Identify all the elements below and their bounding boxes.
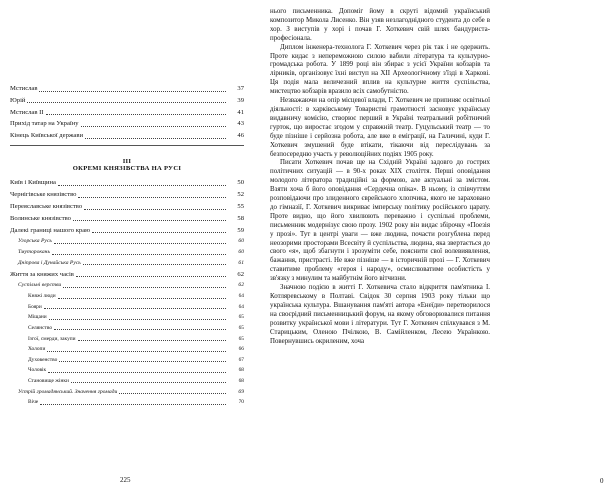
toc-leader-dots bbox=[59, 361, 226, 362]
toc-leader-dots bbox=[119, 393, 226, 394]
toc-entry bbox=[10, 326, 244, 331]
toc-entry-page: 68 bbox=[238, 377, 244, 384]
toc-leader-dots bbox=[40, 404, 226, 405]
toc-entry-label: Юрій bbox=[10, 96, 26, 104]
toc-entry-label: Мстислав II bbox=[10, 108, 44, 116]
toc-entry-label: Ізгої, смерди, закупи bbox=[28, 335, 76, 342]
toc-entry bbox=[10, 390, 244, 396]
toc-entry-label: Віче bbox=[28, 399, 39, 406]
section-heading bbox=[10, 158, 244, 173]
toc-entry-page: 55 bbox=[237, 202, 244, 210]
toc-leader-dots bbox=[73, 220, 226, 221]
toc-entry bbox=[10, 98, 244, 105]
toc-entry-label: Бояри bbox=[28, 303, 42, 310]
toc-entry-page: 58 bbox=[237, 214, 244, 222]
paragraph: Писати Хоткевич почав ще на Східній Україні задовго до гострих політичних ситуацій — в 90-х роках XIX століття. Перші оповідання молодого літератора традиційні за формою, але актуальні за змістом. Взяти хоча б його оповідання «Сердечна опіка». В ньому, із співчуттям розповідаючи про злиденного єврейського хлопчика, якого не зараховано до гімназії, Г. Хоткевич викриває імперську політику російського царату. Проте видно, що його хвилюють переважно і суспільні проблеми, письменник модернізує свою прозу. 1902 року він видає збірочку «Поезія у прозі». Тут в центрі уваги — вже людина, почасти розгублена перед неозорими просторами Всесвіту й суспільства, людина, яка звертається до свого «я», щоб збагнути і зрозуміти себе, пояснити свої волевиявлення, бажання, пристрасті. Не вже пізніше — в історичній прозі — Г. Хоткевич ставитиме проблему «героя і народу», осмислюватиме особистість у зв'язку з минулим та майбутнім його вітчизни. bbox=[270, 159, 490, 283]
toc-leader-dots bbox=[44, 308, 226, 309]
toc-entry-page: 41 bbox=[237, 108, 244, 116]
toc-entry-label: Київ і Київщина bbox=[10, 179, 56, 187]
toc-leader-dots bbox=[78, 340, 226, 341]
toc-entry-page: 65 bbox=[238, 314, 244, 321]
toc-entry-label: Прихід татар на Україну bbox=[10, 120, 79, 128]
toc-entry-label: Міщани bbox=[28, 314, 47, 321]
toc-entry bbox=[10, 305, 244, 310]
toc-entry bbox=[10, 110, 244, 117]
toc-entry bbox=[10, 192, 244, 199]
toc-entry bbox=[10, 337, 244, 342]
toc-leader-dots bbox=[27, 102, 226, 103]
toc-leader-dots bbox=[76, 276, 226, 277]
toc-entry-label: Устрій громадянський. Значення громади bbox=[18, 388, 118, 395]
toc-entry bbox=[10, 358, 244, 363]
toc-entry bbox=[10, 228, 244, 235]
toc-entry-page: 59 bbox=[237, 226, 244, 234]
left-page-number: 225 bbox=[120, 476, 131, 484]
toc-bottom bbox=[10, 180, 244, 405]
toc-entry bbox=[10, 272, 244, 279]
toc-entry bbox=[10, 368, 244, 373]
paragraph: Значною подією в житті Г. Хоткевича стало відкриття пам'ятника І. Котляревському в Полтаві. Свідок 30 серпня 1903 року тільки що українська культура. Вшанування пам'яті автора «Енеїди» перетворилося на своєрідний письменницький форум, на якому обговорювалися питання розвитку української мови і літератури. Тут Г. Хоткевич спілкувався з М. Старицьким, Оленою Пчілкою, В. Самійленком, Лесею Українкою. Повернувшись окриленим, хоча bbox=[270, 284, 490, 345]
toc-entry-page: 69 bbox=[238, 388, 244, 395]
toc-entry bbox=[10, 239, 244, 245]
toc-entry-label: Далекі границі нашого краю bbox=[10, 226, 91, 234]
toc-entry-label: Угорська Русь bbox=[18, 238, 52, 245]
toc-leader-dots bbox=[49, 319, 226, 320]
toc-entry-page: 65 bbox=[238, 335, 244, 342]
section-title: ОКРЕМІ КНЯЗІВСТВА НА РУСІ bbox=[72, 165, 182, 173]
toc-leader-dots bbox=[54, 329, 226, 330]
toc-leader-dots bbox=[58, 185, 226, 186]
toc-leader-dots bbox=[48, 372, 226, 373]
toc-entry-label: Княжі люди bbox=[28, 293, 56, 300]
toc-entry-page: 39 bbox=[237, 96, 244, 104]
divider bbox=[10, 145, 244, 146]
toc-entry bbox=[10, 121, 244, 128]
toc-leader-dots bbox=[71, 382, 226, 383]
toc-entry bbox=[10, 315, 244, 320]
toc-entry-label: Тмуторокань bbox=[18, 249, 50, 256]
toc-leader-dots bbox=[54, 243, 226, 244]
toc-entry-page: 46 bbox=[237, 132, 244, 140]
toc-leader-dots bbox=[85, 138, 226, 139]
toc-entry-label: Волинське князівство bbox=[10, 214, 71, 222]
toc-entry bbox=[10, 180, 244, 187]
toc-entry-page: 62 bbox=[238, 282, 244, 289]
toc-entry-label: Життя за княжих часів bbox=[10, 270, 74, 278]
toc-entry-page: 61 bbox=[238, 259, 244, 266]
toc-entry-page: 52 bbox=[237, 191, 244, 199]
toc-entry bbox=[10, 294, 244, 299]
toc-leader-dots bbox=[58, 298, 226, 299]
toc-entry-page: 65 bbox=[238, 325, 244, 331]
toc-entry bbox=[10, 261, 244, 267]
toc-entry-page: 64 bbox=[238, 293, 244, 300]
toc-entry-page: 64 bbox=[238, 303, 244, 310]
toc-entry-page: 67 bbox=[238, 356, 244, 363]
toc-entry-page: 68 bbox=[238, 367, 244, 374]
toc-entry bbox=[10, 400, 244, 405]
toc-entry-label: Холопи bbox=[28, 346, 46, 353]
toc-entry bbox=[10, 379, 244, 384]
toc-entry-label: Духовенство bbox=[28, 356, 58, 363]
toc-entry-label: Мстислав bbox=[10, 85, 38, 92]
toc-leader-dots bbox=[47, 351, 226, 352]
toc-entry bbox=[10, 250, 244, 256]
toc-leader-dots bbox=[84, 209, 226, 210]
right-page bbox=[250, 0, 604, 500]
toc-entry-page: 60 bbox=[238, 238, 244, 245]
toc-top bbox=[10, 86, 244, 140]
toc-entry-label: Селянство bbox=[28, 325, 53, 331]
toc-entry-label: Становище жінки bbox=[28, 377, 69, 384]
toc-leader-dots bbox=[81, 126, 226, 127]
paragraph: нього письменника. Допоміг йому в скруті відомий український композитор Микола Лисенко. Він узяв незлагоднідного студента до себе в хор. З виступів у хорі і почав Г. Хоткевич свій шлях бандуриста-професіонала. bbox=[270, 8, 490, 42]
left-page bbox=[0, 0, 250, 500]
toc-entry bbox=[10, 283, 244, 289]
toc-entry-label: Переяславське князівство bbox=[10, 202, 83, 210]
toc-leader-dots bbox=[83, 264, 226, 265]
paragraph: Диплом інженера-технолога Г. Хоткевич через рік так і не одержить. Проте кидає з непереможною силою вабили література та культурно-громадська робота. У 1899 році він збирає з усієї України кобзарів та лірників, організовує їхні виступ на XII Археологічному з'їзді в Харкові. Ця подія мала величезний вплив на культурне життя суспільства, мистецтво кобзарів вразило всіх самобутністю. bbox=[270, 43, 490, 96]
toc-leader-dots bbox=[63, 287, 226, 288]
paragraph: Незважаючи на опір місцевої влади, Г. Хоткевич не припиняє освітньої діяльності: в харківському Товаристві грамотності засновує українську видавничу комісію, створює перший в Україні театральний робітничий гурток, що виростає згодом у справжній театр. Гуцульський театр — то буде пізніше і серйозна робота, але вже в еміграції, на Галичині, куди Г. Хоткевич змушений буде втікати, тікаючи від переслідувань за безпосередню участь у революційних подіях 1905 року. bbox=[270, 97, 490, 158]
toc-entry bbox=[10, 347, 244, 352]
toc-entry-page: 66 bbox=[238, 346, 244, 353]
toc-entry bbox=[10, 133, 244, 140]
toc-entry-label: Чернігівське князівство bbox=[10, 191, 77, 199]
toc-entry bbox=[10, 216, 244, 223]
toc-entry-page: 43 bbox=[237, 120, 244, 128]
toc-entry-page: 62 bbox=[237, 270, 244, 278]
toc-entry bbox=[10, 204, 244, 211]
toc-entry-page: 37 bbox=[237, 85, 244, 92]
toc-entry bbox=[10, 86, 244, 93]
toc-entry-label: Суспільні верстви bbox=[18, 282, 62, 289]
body-text bbox=[270, 8, 490, 346]
toc-leader-dots bbox=[46, 114, 227, 115]
section-roman-numeral: III bbox=[122, 157, 132, 165]
toc-entry-label: Чоловік bbox=[28, 367, 47, 374]
toc-entry-page: 60 bbox=[238, 249, 244, 256]
toc-leader-dots bbox=[39, 91, 226, 92]
toc-entry-label: Дніпрова і Дунайська Русь bbox=[18, 259, 81, 266]
toc-leader-dots bbox=[52, 254, 226, 255]
right-page-number: 0 bbox=[600, 477, 604, 485]
toc-entry-page: 50 bbox=[237, 179, 244, 187]
toc-leader-dots bbox=[92, 232, 226, 233]
toc-entry-label: Кінець Київської держави bbox=[10, 132, 83, 140]
toc-entry-page: 70 bbox=[238, 399, 244, 406]
toc-leader-dots bbox=[78, 197, 226, 198]
